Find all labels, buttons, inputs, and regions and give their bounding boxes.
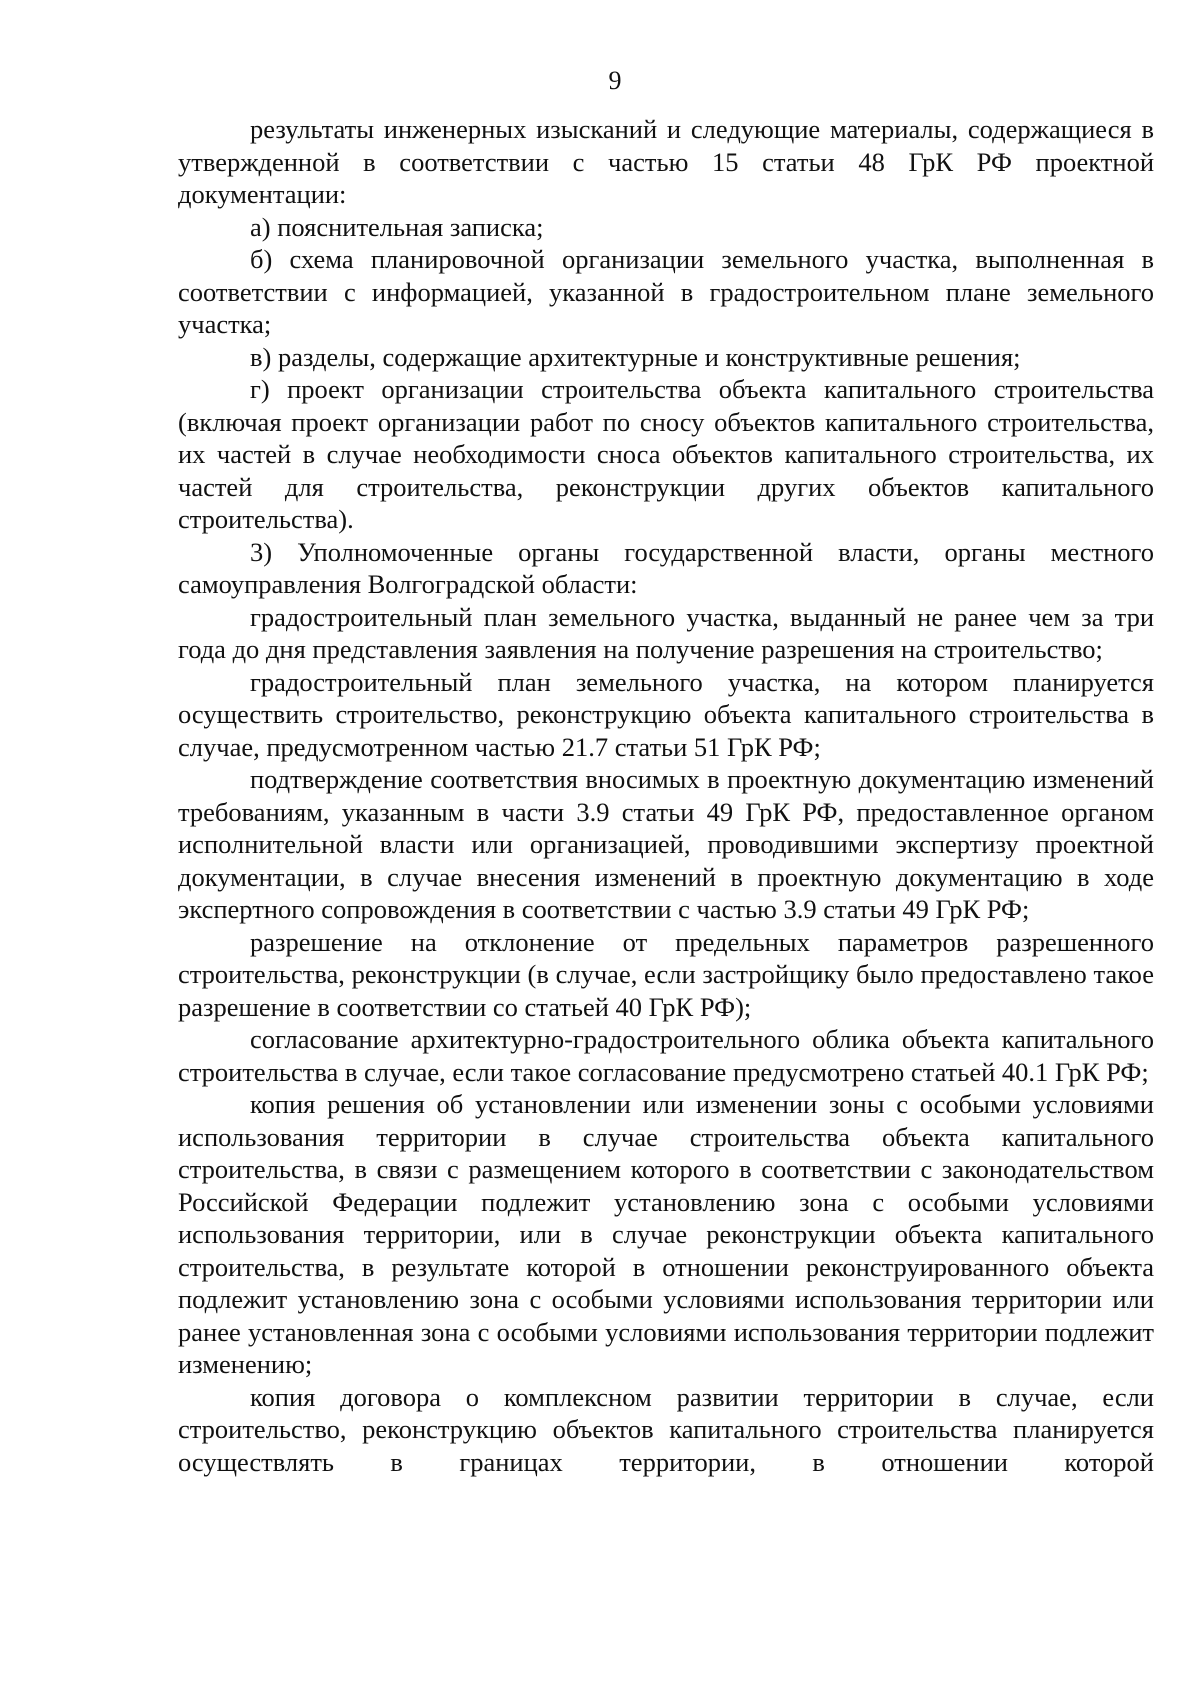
- paragraph-special-zone-decision: копия решения об установлении или изменении зоны с особыми условиями использования территории в случае строительства объекта капитального строительства, в связи с размещением которого в соответствии с законодательством Российской Федерации подлежит установлению зона с особыми условиями использования территории, или в случае реконструкции объекта капитального строительства, в результате которой в отношении реконструированного объекта подлежит установлению зона с особыми условиями использования территории или ранее установленная зона с особыми условиями использования территории подлежит изменению;: [178, 1089, 1154, 1379]
- paragraph-section-3: 3) Уполномоченные органы государственной власти, органы местного самоуправления Волгоградской области:: [178, 536, 1154, 599]
- paragraph-confirmation-3-9: подтверждение соответствия вносимых в проектную документацию изменений требованиям, указанным в части 3.9 статьи 49 ГрК РФ, предоставленное органом исполнительной власти или организацией, проводившими экспертизу проектной документации, в случае внесения изменений в проектную документацию в ходе экспертного сопровождения в соответствии с частью 3.9 статьи 49 ГрК РФ;: [178, 764, 1154, 924]
- paragraph-item-g: г) проект организации строительства объекта капитального строительства (включая проект организации работ по сносу объектов капитального строительства, их частей в случае необходимости сноса объектов капитального строительства, их частей для строительства, реконструкции других объектов капитального строительства).: [178, 374, 1154, 534]
- paragraph-deviation-permit: разрешение на отклонение от предельных параметров разрешенного строительства, реконструкции (в случае, если застройщику было предоставлено такое разрешение в соответствии со статьей 40 ГрК РФ);: [178, 926, 1154, 1022]
- document-body: [178, 113, 1154, 1478]
- paragraph-item-b: б) схема планировочной организации земельного участка, выполненная в соответствии с информацией, указанной в градостроительном плане земельного участка;: [178, 244, 1154, 339]
- paragraph-gpzu-21-7: градостроительный план земельного участка, на котором планируется осуществить строительство, реконструкцию объекта капитального строительства в случае, предусмотренном частью 21.7 статьи 51 ГрК РФ;: [178, 666, 1154, 762]
- page-number: 9: [608, 66, 622, 95]
- paragraph-engineering-surveys: результаты инженерных изысканий и следующие материалы, содержащиеся в утвержденной в соответствии с частью 15 статьи 48 ГрК РФ проектной документации:: [178, 114, 1154, 209]
- paragraph-complex-development: копия договора о комплексном развитии территории в случае, если строительство, реконструкцию объектов капитального строительства планируется осуществлять в границах территории, в отношении которой: [178, 1381, 1154, 1477]
- paragraph-gpzu-three-years: градостроительный план земельного участка, выданный не ранее чем за три года до дня представления заявления на получение разрешения на строительство;: [178, 601, 1154, 664]
- paragraph-architectural-approval: согласование архитектурно-градостроительного облика объекта капитального строительства в случае, если такое согласование предусмотрено статьей 40.1 ГрК РФ;: [178, 1024, 1154, 1087]
- paragraph-item-a: а) пояснительная записка;: [250, 211, 544, 242]
- paragraph-item-v: в) разделы, содержащие архитектурные и конструктивные решения;: [250, 341, 1021, 372]
